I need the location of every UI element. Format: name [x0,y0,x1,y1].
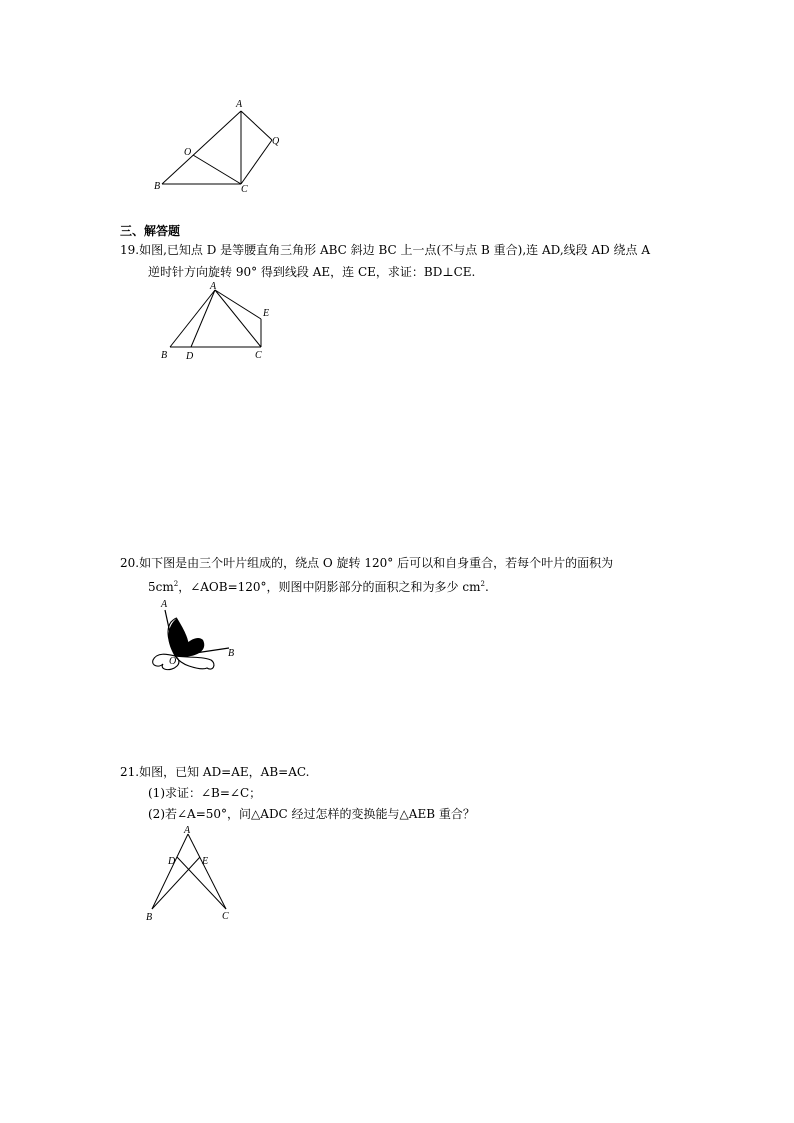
q19-line1: 19.如图,已知点 D 是等腰直角三角形 ABC 斜边 BC 上一点(不与点 B 重合),连 AD,线段 AD 绕点 A [120,243,651,257]
edge-ba [162,111,241,184]
edge-ad [191,290,215,347]
figure-q21-svg [142,826,242,924]
edge-ae [215,290,261,319]
figure-q21 [142,826,242,924]
edge-ab [170,290,215,347]
label-d: D [168,856,176,867]
figure-aoqbc [150,98,290,198]
label-a: A [210,281,217,292]
label-e: E [263,308,270,319]
edge-ac [215,290,261,347]
edge-qc [241,140,272,184]
label-b: B [161,350,168,361]
figure-q20 [145,596,245,674]
label-o: O [169,656,177,667]
label-d: D [186,351,194,362]
edge-aq [241,111,272,140]
q21-part2: (2)若∠A=50°，问△ADC 经过怎样的变换能与△AEB 重合？ [148,807,475,821]
label-q: Q [272,136,280,147]
leaf-outline-right [175,656,214,669]
q20-line2 [148,576,489,595]
figure-q19 [158,282,278,364]
q20-line1: 20.如下图是由三个叶片组成的，绕点 O 旋转 120° 后可以和自身重合，若每个叶片的面积为 [120,556,614,570]
edge-ab [152,834,188,909]
section-title: 三、解答题 [120,224,181,238]
edge-ac [188,834,226,909]
label-a: A [161,599,168,610]
label-c: C [255,350,262,361]
figure-q20-svg [145,596,245,674]
q20-line2-c: . [484,580,489,594]
label-b: B [228,648,235,659]
label-c: C [222,911,229,922]
label-c: C [241,184,248,195]
q19-line2: 逆时针方向旋转 90° 得到线段 AE，连 CE，求证：BD⊥CE. [148,265,476,279]
label-b: B [154,181,161,192]
q20-sup2: 2 [480,580,485,588]
q20-line2-a: 5cm [148,580,174,594]
q21-line1: 21.如图，已知 AD=AE，AB=AC. [120,765,310,779]
q21-part1: (1)求证：∠B=∠C； [148,786,262,800]
label-b: B [146,912,153,923]
label-a: A [236,99,243,110]
label-e: E [202,856,209,867]
label-a: A [184,825,191,836]
figure-q19-svg [158,282,278,364]
figure-aoqbc-svg [150,98,290,198]
label-o: O [184,147,192,158]
q20-sup1: 2 [173,580,179,588]
edge-eb [152,857,200,909]
edge-oc [193,155,241,184]
q20-line2-b: ，∠AOB=120°，则图中阴影部分的面积之和为多少 cm [178,580,481,594]
